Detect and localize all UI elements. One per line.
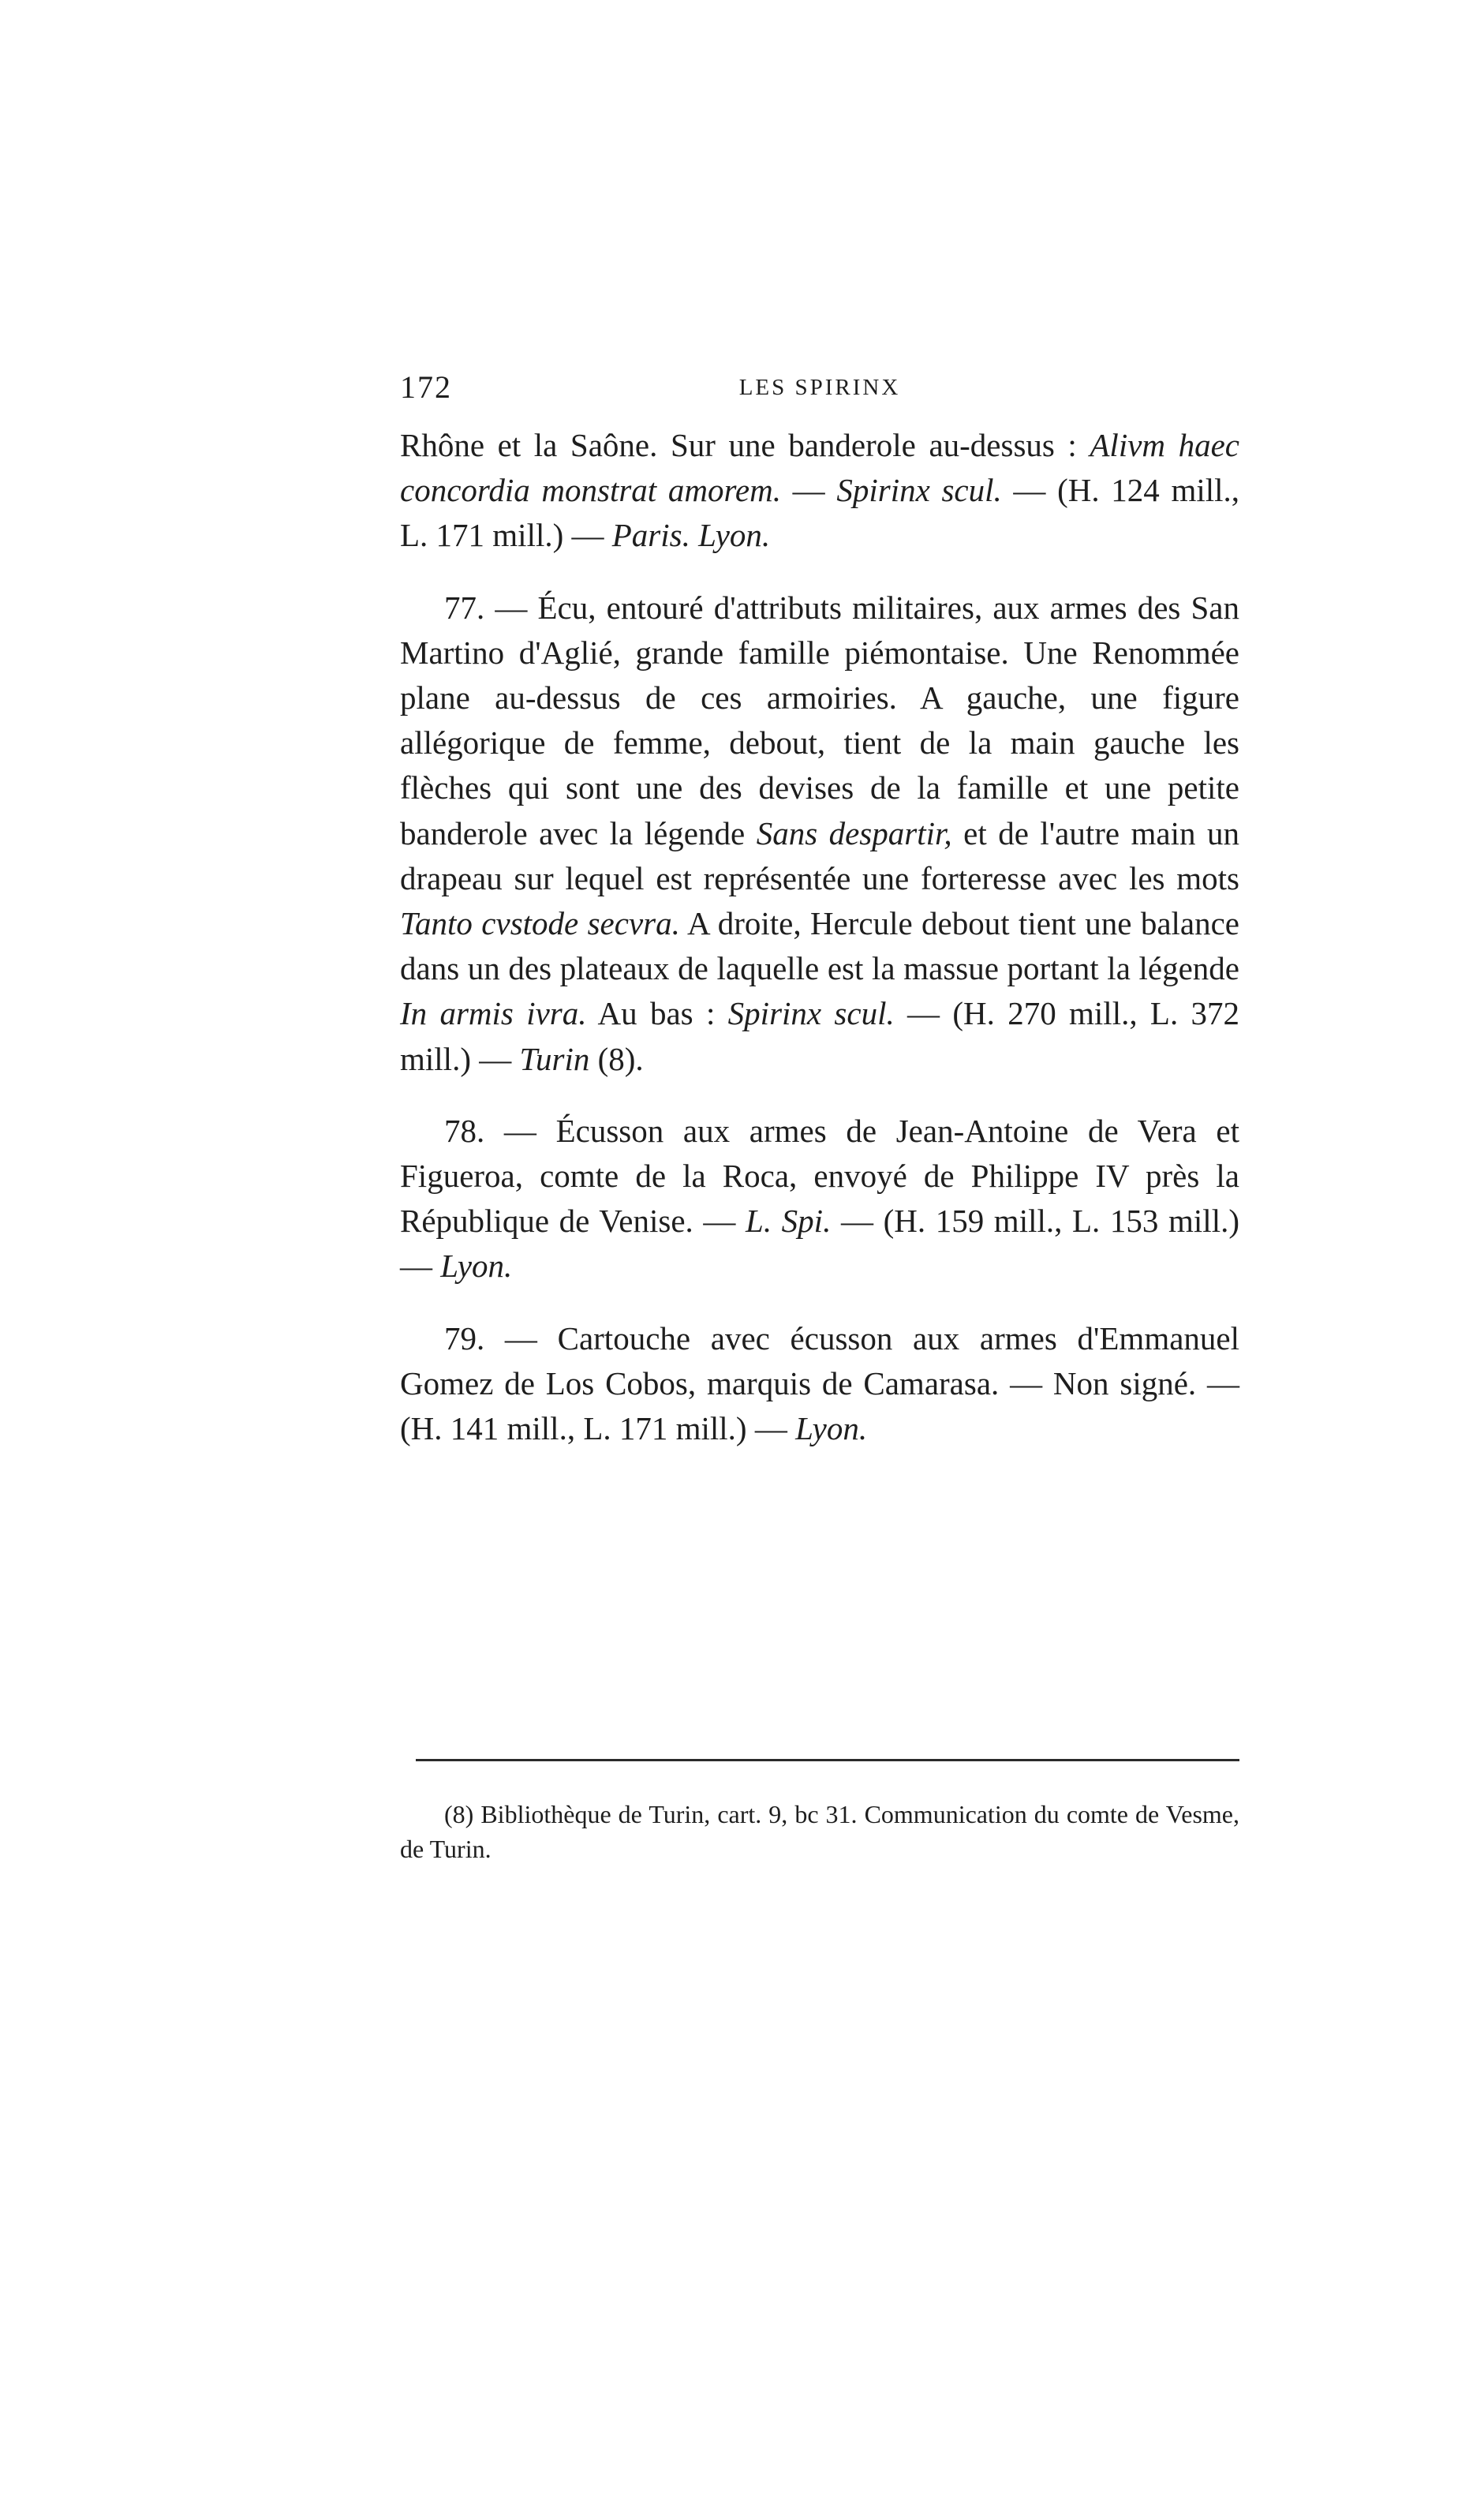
italic-span: Spirinx scul. [836, 472, 1002, 509]
text-span: — (H. 159 mill., L. 153 mill.) — [400, 1203, 1239, 1285]
text-span: Rhône et la Saône. Sur une banderole au-dessus : [400, 427, 1090, 463]
text-span: 77. — Écu, entouré d'attributs militaires, aux armes des San Martino d'Aglié, grande famille piémontaise. Une Renommée plane au-dessus de ces armoiries. A gauche, une figure allégorique de femme, debout, tient de la main gauche les flèches qui sont une des devises de la famille et une petite banderole avec la légende [400, 589, 1239, 851]
italic-span: L. Spi. [746, 1203, 832, 1240]
page-number: 172 [400, 369, 452, 405]
text-span: 79. — Cartouche avec écusson aux armes d'Emmanuel Gomez de Los Cobos, marquis de Camarasa. — Non signé. — (H. 141 mill., L. 171 mill.) — [400, 1319, 1239, 1447]
footnote-8: (8) Bibliothèque de Turin, cart. 9, bc 31. Communication du comte de Vesme, de Turin. [400, 1800, 1239, 1863]
entry-78 [400, 1109, 1239, 1289]
italic-span: Alivm haec concordia monstrat amorem. [400, 427, 1239, 509]
italic-span: In armis ivra. [400, 995, 587, 1032]
main-text [400, 423, 1239, 1451]
italic-span: Paris. Lyon. [611, 517, 771, 554]
italic-span: Spirinx scul. [727, 995, 895, 1032]
entry-76-continuation [400, 423, 1239, 559]
running-head [400, 368, 1239, 407]
italic-span: Sans despartir, [756, 814, 952, 851]
entry-79 [400, 1316, 1239, 1452]
text-span: Au bas : [586, 995, 728, 1032]
italic-span: Tanto cvstode secvra. [400, 905, 680, 942]
entry-77 [400, 586, 1239, 1082]
running-title: LES SPIRINX [738, 375, 901, 400]
text-span: A droite, Hercule debout tient une balance dans un des plateaux de laquelle est la massue portant la légende [400, 905, 1240, 987]
text-span: et de l'autre main un drapeau sur lequel est représentée une forteresse avec les mots [400, 814, 1239, 896]
italic-span: Lyon. [440, 1248, 513, 1285]
text-span: 78. — Écusson aux armes de Jean-Antoine de Vera et Figueroa, comte de la Roca, envoyé de Philippe IV près la République de Venise. — [400, 1112, 1239, 1240]
text-span: — (H. 124 mill., L. 171 mill.) — [400, 472, 1240, 554]
text-span: — (H. 270 mill., L. 372 mill.) — [400, 995, 1240, 1077]
footnote-reference: (8). [589, 1040, 644, 1077]
italic-span: Lyon. [795, 1410, 868, 1447]
footnote-divider [416, 1759, 1239, 1761]
italic-span: Turin [519, 1040, 590, 1077]
text-span: — [780, 472, 837, 509]
